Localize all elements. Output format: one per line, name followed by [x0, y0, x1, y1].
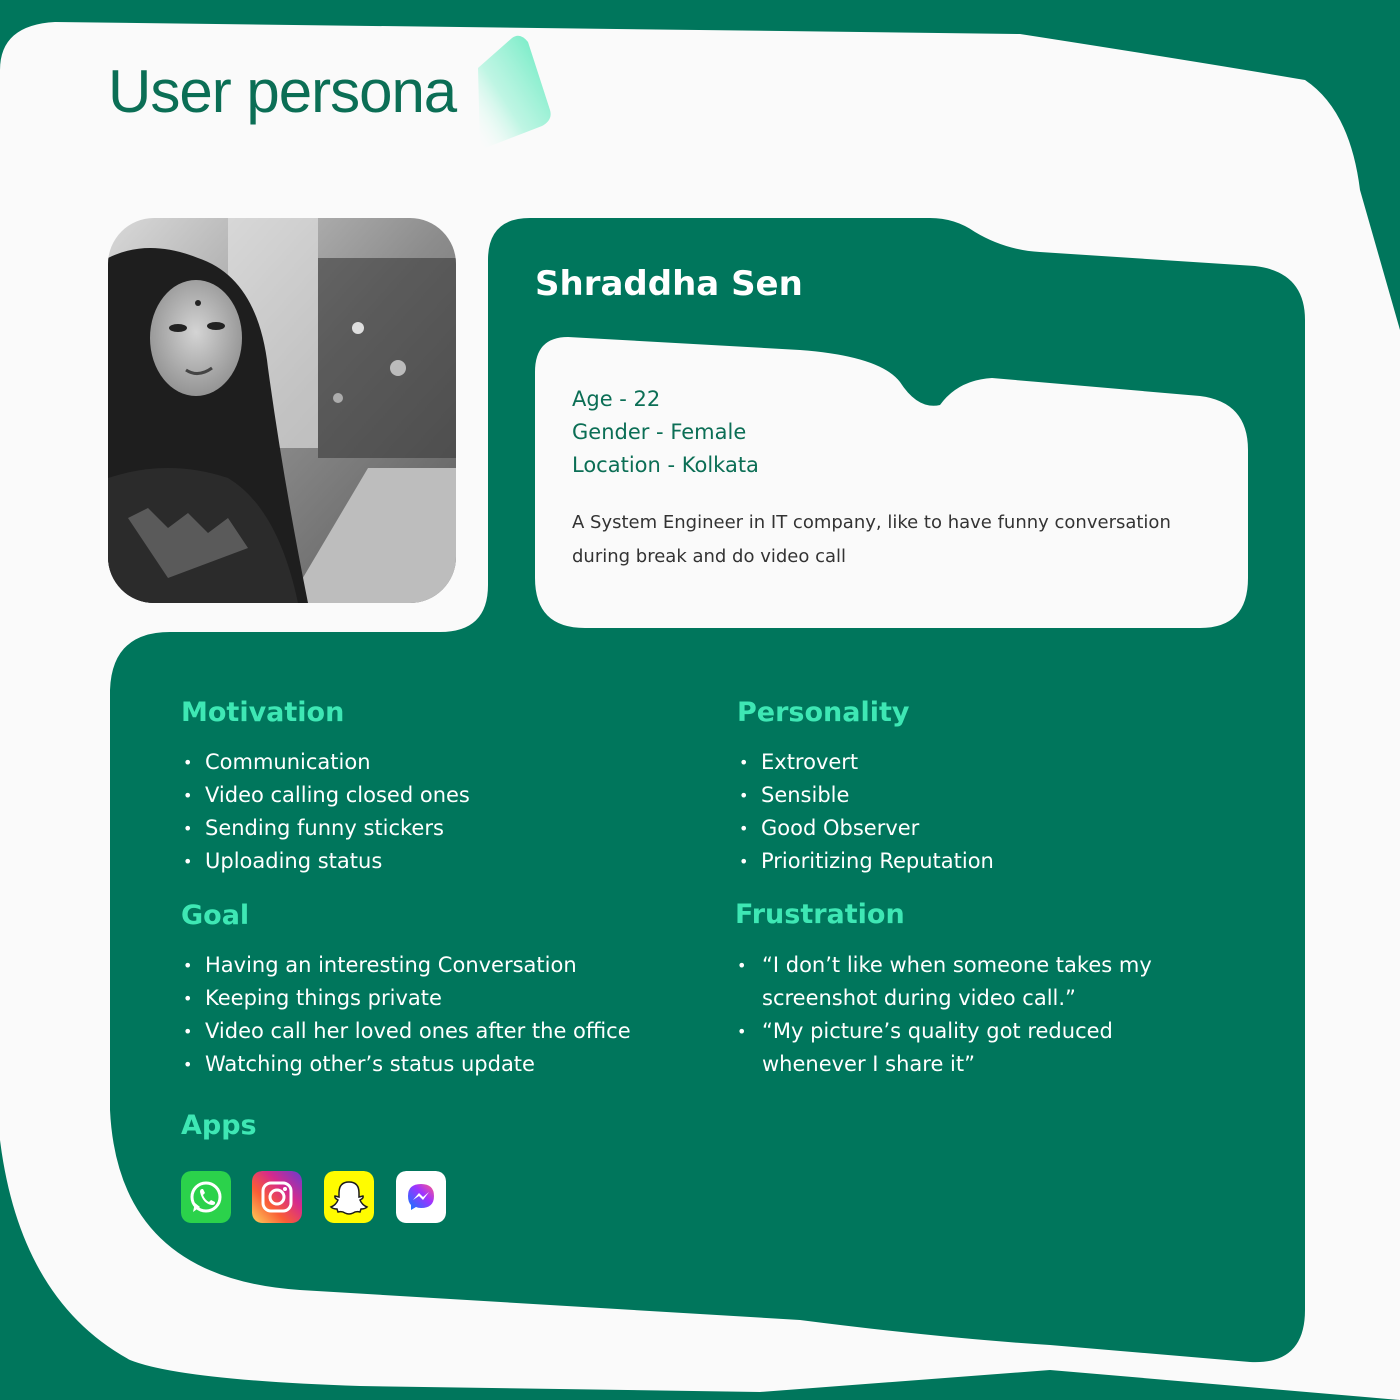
whatsapp-icon[interactable] — [181, 1171, 231, 1223]
quote-line: “I don’t like when someone takes my — [762, 953, 1152, 978]
motivation-section — [181, 697, 470, 878]
page-title: User persona — [108, 58, 457, 125]
motivation-heading: Motivation — [181, 697, 345, 728]
persona-gender: Gender - Female — [572, 420, 747, 444]
apps-row — [181, 1171, 461, 1223]
list-item: • Having an interesting Conversation — [181, 949, 631, 982]
goal-section — [181, 900, 631, 1081]
persona-age: Age - 22 — [572, 387, 661, 411]
goal-heading: Goal — [181, 900, 250, 931]
quote-line: whenever I share it” — [762, 1052, 975, 1077]
list-item: • Video call her loved ones after the office — [181, 1015, 631, 1048]
motivation-list — [181, 746, 470, 878]
messenger-icon[interactable] — [396, 1171, 446, 1223]
list-item: • Keeping things private — [181, 982, 631, 1015]
instagram-icon[interactable] — [252, 1171, 302, 1223]
quote-line: “My picture’s quality got reduced — [762, 1019, 1113, 1044]
goal-list — [181, 949, 631, 1081]
list-item: • Prioritizing Reputation — [737, 845, 994, 878]
snapchat-icon[interactable] — [324, 1171, 374, 1223]
frustration-section — [735, 899, 1152, 1081]
apps-heading: Apps — [181, 1110, 257, 1141]
list-item: • Video calling closed ones — [181, 779, 470, 812]
frustration-list — [735, 949, 1152, 1081]
persona-location: Location - Kolkata — [572, 453, 759, 477]
list-item — [735, 949, 1152, 1015]
list-item: • Good Observer — [737, 812, 994, 845]
list-item: • Sending funny stickers — [181, 812, 470, 845]
quote-line: screenshot during video call.” — [762, 986, 1076, 1011]
list-item: • Watching other’s status update — [181, 1048, 631, 1081]
persona-details — [572, 383, 759, 482]
personality-list — [737, 746, 994, 878]
personality-heading: Personality — [737, 697, 910, 728]
persona-bio: A System Engineer in IT company, like to have funny conversation during break and do video call — [572, 512, 1171, 567]
persona-photo — [108, 218, 456, 603]
list-item: • Extrovert — [737, 746, 994, 779]
personality-section — [737, 697, 994, 878]
apps-section — [181, 1110, 257, 1142]
frustration-heading: Frustration — [735, 899, 905, 930]
list-item: • Uploading status — [181, 845, 470, 878]
list-item: • Sensible — [737, 779, 994, 812]
list-item: • Communication — [181, 746, 470, 779]
persona-name: Shraddha Sen — [535, 264, 803, 304]
list-item — [735, 1015, 1152, 1081]
